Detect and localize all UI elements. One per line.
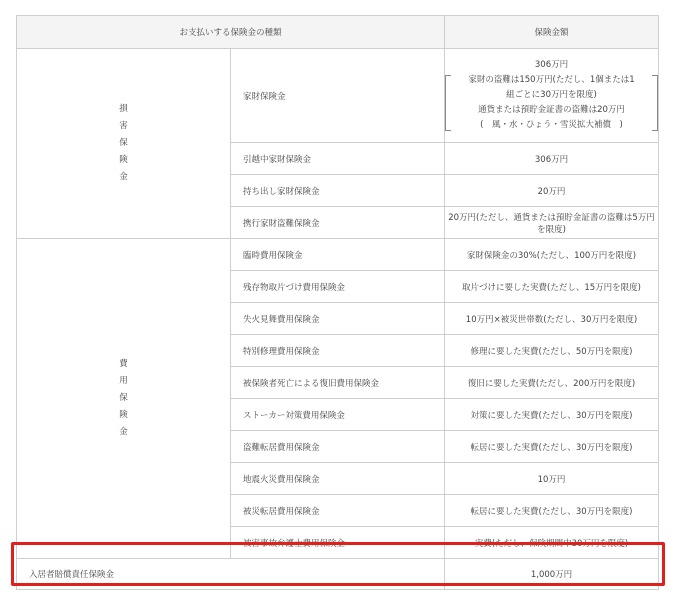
liability-amount: 1,000万円 (445, 559, 659, 590)
benefit-amount: 306万円 家財の盗難は150万円(ただし、1個または1組ごとに30万円を限度) 通貨または預貯金証書の盗難は20万円 ( 風・水・ひょう・雪災拡大補償 ) (445, 49, 659, 143)
insurance-table-wrapper (16, 15, 659, 590)
benefit-amount: 実費(ただし、保険期間中30万円を限度) (445, 527, 659, 559)
benefit-amount: 復旧に要した実費(ただし、200万円を限度) (445, 367, 659, 399)
benefit-amount: 取片づけに要した実費(ただし、15万円を限度) (445, 271, 659, 303)
benefit-amount: 転居に要した実費(ただし、30万円を限度) (445, 431, 659, 463)
header-type: お支払いする保険金の種類 (17, 16, 445, 49)
benefit-name: 家財保険金 (231, 49, 445, 143)
bracket-note: 家財の盗難は150万円(ただし、1個または1組ごとに30万円を限度) 通貨または預貯金証書の盗難は20万円 ( 風・水・ひょう・雪災拡大補償 ) (445, 73, 658, 133)
benefit-name: 被災転居費用保険金 (231, 495, 445, 527)
benefit-name: 携行家財盗難保険金 (231, 207, 445, 239)
benefit-name: 失火見舞費用保険金 (231, 303, 445, 335)
benefit-amount: 修理に要した実費(ただし、50万円を限度) (445, 335, 659, 367)
benefit-name: 被害事故弁護士費用保険金 (231, 527, 445, 559)
benefit-name: 地震火災費用保険金 (231, 463, 445, 495)
benefit-name: 盗難転居費用保険金 (231, 431, 445, 463)
benefit-amount: 転居に要した実費(ただし、30万円を限度) (445, 495, 659, 527)
benefit-amount: 306万円 (445, 143, 659, 175)
benefit-name: ストーカー対策費用保険金 (231, 399, 445, 431)
insurance-benefits-table (16, 15, 659, 590)
benefit-name: 被保険者死亡による復旧費用保険金 (231, 367, 445, 399)
benefit-name: 臨時費用保険金 (231, 239, 445, 271)
benefit-name: 残存物取片づけ費用保険金 (231, 271, 445, 303)
category-damage: 損 害 保 険 金 (17, 49, 231, 239)
liability-name: 入居者賠償責任保険金 (17, 559, 445, 590)
liability-highlight-box (11, 542, 665, 586)
benefit-name: 引越中家財保険金 (231, 143, 445, 175)
benefit-amount: 家財保険金の30%(ただし、100万円を限度) (445, 239, 659, 271)
table-row (17, 49, 659, 143)
benefit-amount: 20万円(ただし、通貨または預貯金証書の盗難は5万円を限度) (445, 207, 659, 239)
benefit-amount: 20万円 (445, 175, 659, 207)
benefit-amount: 10万円×被災世帯数(ただし、30万円を限度) (445, 303, 659, 335)
benefit-name: 持ち出し家財保険金 (231, 175, 445, 207)
category-expense: 費 用 保 険 金 (17, 239, 231, 559)
table-row (17, 239, 659, 271)
benefit-amount: 10万円 (445, 463, 659, 495)
benefit-amount: 対策に要した実費(ただし、30万円を限度) (445, 399, 659, 431)
table-header-row (17, 16, 659, 49)
benefit-name: 特別修理費用保険金 (231, 335, 445, 367)
header-amount: 保険金額 (445, 16, 659, 49)
